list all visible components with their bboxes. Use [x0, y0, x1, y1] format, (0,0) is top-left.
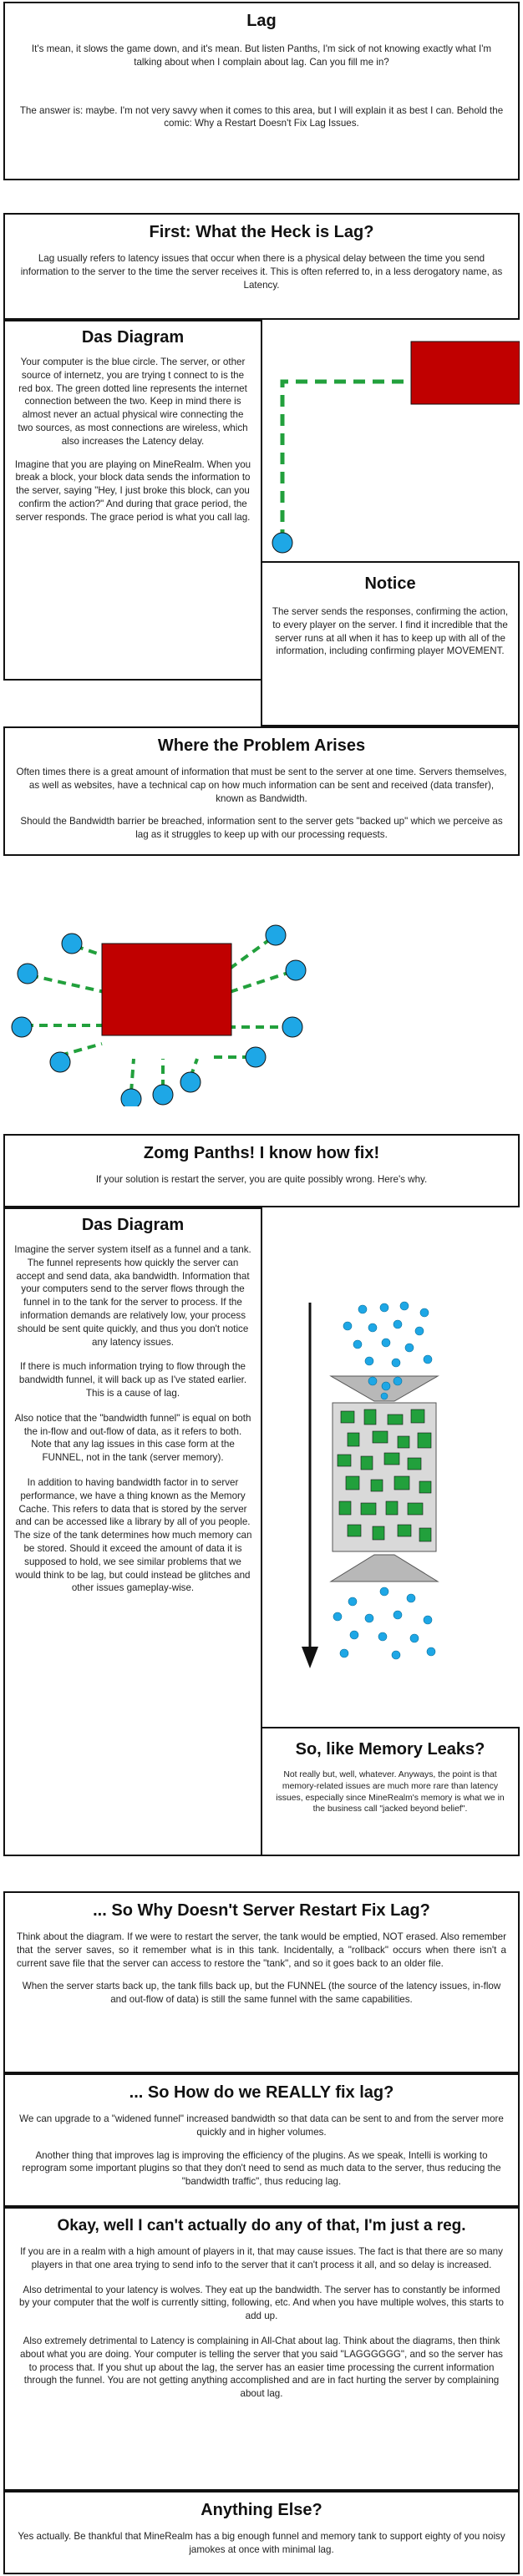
- data-packet: [358, 1305, 367, 1313]
- wire-2: [30, 975, 104, 992]
- zomg-panel: [3, 1134, 520, 1207]
- bandwidth-illustration: [0, 902, 523, 1106]
- diagram-one-text-1: Your computer is the blue circle. The server, or other source of internetz, you are trying t connect to is the red box. The green dotted line represents the internet connection between the two. Keep in mind there is almost never an actual physical wire connecting the two sources, as most connections are wireless, which also increases the Latency delay.: [18, 357, 248, 447]
- diagram-one-panel: [3, 320, 262, 681]
- stored-data-block: [408, 1503, 423, 1515]
- data-packet: [394, 1377, 402, 1385]
- stored-data-block: [373, 1526, 384, 1540]
- problem-panel: [3, 726, 520, 856]
- client-circle-6: [153, 1085, 173, 1105]
- client-circle-8: [246, 1047, 266, 1067]
- intro-panel: [3, 2, 520, 180]
- diagram-two-text-2: If there is much information trying to flow through the bandwidth funnel, it will back up as I've stated earlier. This is a cause of lag.: [18, 1361, 247, 1399]
- output-funnel: [331, 1555, 438, 1582]
- client-circle-1: [62, 934, 82, 954]
- data-packet: [380, 1587, 388, 1596]
- data-packet: [340, 1649, 348, 1657]
- stored-data-block: [341, 1411, 354, 1423]
- stored-data-block: [394, 1476, 409, 1490]
- funnel-tank-svg: [264, 1209, 520, 1693]
- really-fix-text-2: Another thing that improves lag is improving the efficiency of the plugins. As we speak, Intelli is working to reprogram some important plugins so that they don't need to send as much data to the server, thus reducing the "bandwidth traffic", thus reducing lag.: [22, 2149, 501, 2188]
- funnel-tank-illustration: [264, 1209, 520, 1693]
- stored-data-block: [398, 1525, 411, 1536]
- what-is-lag-text: Lag usually refers to latency issues that occur when there is a physical delay between the time you send information to the server to the time the server receives it. This is often referred to, in a less derogatory name, as Latency.: [20, 253, 503, 291]
- internet-connection-line: [282, 382, 414, 541]
- stored-data-block: [338, 1455, 351, 1466]
- data-packet: [382, 1339, 390, 1347]
- stored-data-block: [348, 1525, 361, 1536]
- data-packet: [365, 1357, 373, 1365]
- notice-text: The server sends the responses, confirming the action, to every player on the server. I find it incredible that the server runs at all when it has to keep up with all of the information, including confirming player MOVEMENT.: [272, 606, 509, 657]
- data-packet: [405, 1344, 414, 1352]
- data-packet: [424, 1355, 432, 1364]
- client-circle-3: [12, 1017, 32, 1037]
- restart-text-1: Think about the diagram. If we were to restart the server, the tank would be emptied, NOT erased. Also remember that the server saves, so it remember what is in this tank. Incidentally, a "rollback" occurs when there isn't a current save file that the server can access to restore the "tank", and so it goes back to an older file.: [17, 1931, 506, 1969]
- data-packet: [407, 1594, 415, 1602]
- data-packet: [343, 1322, 352, 1330]
- data-packet: [378, 1632, 387, 1641]
- stored-data-block: [384, 1453, 399, 1465]
- intro-question: It's mean, it slows the game down, and it's mean. But listen Panths, I'm sick of not knowing exactly what I'm talking about when I complain about lag. Can you fill me in?: [31, 43, 492, 68]
- client-circle-9: [282, 1017, 302, 1037]
- intro-answer: The answer is: maybe. I'm not very savvy when it comes to this area, but I will explain it as best I can. Behold the comic: Why a Restart Doesn't Fix Lag Issues.: [19, 104, 504, 129]
- regular-player-text-1: If you are in a realm with a high amount of players in it, that may cause issues. The fact is that there are so many players in that one area trying to send info to the server that it can't process it all, and so delay is increased.: [20, 2246, 503, 2270]
- connection-illustration: [264, 321, 520, 555]
- client-circle-4: [50, 1052, 70, 1072]
- wire-4: [60, 1044, 102, 1055]
- stored-data-block: [346, 1476, 359, 1490]
- stored-data-block: [388, 1415, 403, 1425]
- data-packet: [353, 1340, 362, 1349]
- stored-data-block: [398, 1436, 409, 1448]
- stored-data-block: [339, 1501, 351, 1515]
- data-packet: [350, 1631, 358, 1639]
- what-is-lag-title: First: What the Heck is Lag?: [149, 223, 374, 241]
- restart-title: ... So Why Doesn't Server Restart Fix Lag?: [93, 1901, 430, 1920]
- wire-5: [131, 1059, 134, 1092]
- data-packet: [394, 1611, 402, 1619]
- stored-data-block: [386, 1501, 398, 1515]
- really-fix-panel: [3, 2073, 520, 2207]
- data-packet: [368, 1377, 377, 1385]
- problem-text-2: Should the Bandwidth barrier be breached, information sent to the server gets "backed up" which we perceive as lag as it struggles to keep up with our processing requests.: [20, 816, 503, 841]
- client-circle-11: [266, 925, 286, 945]
- data-packet: [392, 1359, 400, 1367]
- problem-text-1: Often times there is a great amount of information that must be sent to the server at one time. Servers themselves, as well as websites, have a technical cap on how much information can be sent and received (data transfer), known as Bandwidth.: [16, 767, 507, 804]
- client-circle-2: [18, 964, 38, 984]
- regular-player-text-3: Also extremely detrimental to Latency is complaining in All-Chat about lag. Think about the diagrams, then think about what you are doing. Your computer is telling the server that you said "LAGGGGGG", and so the server has to process that. If you shut up about the lag, the server has an easier time processing the current information through the funnel. You are not getting anything accomplished and are in fact hurting the server by complaining about lag.: [20, 2335, 503, 2400]
- restart-panel: [3, 1891, 520, 2073]
- data-packet: [392, 1651, 400, 1659]
- data-packet: [381, 1393, 388, 1399]
- diagram-two-text-4: In addition to having bandwidth factor in to server performance, we have a thing known as the Memory Cache. This refers to data that is stored by the server and can be accessed like a library by all of you people. The size of the tank determines how much memory can be stored. Should it exceed the amount of data it is supposed to hold, we see similar problems that we would think to be lag, but could instead be glitches and other issues gameplay-wise.: [13, 1476, 252, 1594]
- anything-else-title: Anything Else?: [201, 2501, 322, 2519]
- memory-leaks-title: So, like Memory Leaks?: [295, 1740, 485, 1759]
- restart-text-2: When the server starts back up, the tank fills back up, but the FUNNEL (the source of the latency issues, in-flow and out-flow of data) is still the same funnel with the same capabilities.: [22, 1981, 501, 2006]
- zomg-title: Zomg Panths! I know how fix!: [143, 1144, 380, 1162]
- data-packet: [394, 1320, 402, 1328]
- client-circle-5: [121, 1089, 141, 1106]
- stored-data-block: [418, 1433, 431, 1448]
- data-flow-arrow-head: [302, 1647, 318, 1668]
- server-red-box: [411, 342, 520, 404]
- problem-title: Where the Problem Arises: [157, 736, 366, 755]
- stored-data-block: [364, 1409, 376, 1425]
- bandwidth-svg: [0, 902, 523, 1106]
- data-packet: [333, 1612, 342, 1621]
- computer-blue-circle: [272, 533, 292, 553]
- stored-data-block: [361, 1503, 376, 1515]
- server-red-box: [102, 944, 231, 1035]
- client-circle-10: [286, 960, 306, 980]
- really-fix-text-1: We can upgrade to a "widened funnel" increased bandwidth so that data can be sent to and from the server more quickly and in higher volumes.: [19, 2113, 504, 2138]
- diagram-one-text-2: Imagine that you are playing on MineRealm. When you break a block, your block data sends the information to the server, saying "Hey, I just broke this block, can you confirm the action?" And during that grace period, the server responds. The grace period is what you call lag.: [14, 458, 251, 523]
- data-packet: [427, 1647, 435, 1656]
- regular-player-panel: [3, 2207, 520, 2491]
- stored-data-block: [373, 1431, 388, 1443]
- memory-leaks-panel: [261, 1727, 520, 1856]
- diagram-two-text-3: Also notice that the "bandwidth funnel" is equal on both the in-flow and out-flow of data, as it refers to both. Note that any lag issues in this case form at the FUNNEL, not in the tank (server memory).: [14, 1412, 251, 1464]
- zomg-text: If your solution is restart the server, you are quite possibly wrong. Here's why.: [95, 1174, 428, 1185]
- intro-title: Lag: [246, 12, 277, 30]
- what-is-lag-panel: [3, 213, 520, 320]
- data-packet: [380, 1303, 388, 1312]
- wire-11: [230, 939, 270, 969]
- data-packet: [410, 1634, 419, 1642]
- wire-10: [230, 972, 291, 992]
- diagram-two-panel: [3, 1207, 262, 1856]
- stored-data-block: [411, 1409, 424, 1423]
- diagram-one-title: Das Diagram: [81, 328, 185, 347]
- data-packet: [415, 1327, 424, 1335]
- stored-data-block: [361, 1456, 373, 1470]
- stored-data-block: [419, 1481, 431, 1493]
- data-packet: [348, 1597, 357, 1606]
- stored-data-block: [419, 1528, 431, 1541]
- diagram-two-title: Das Diagram: [81, 1216, 185, 1234]
- connection-svg: [264, 321, 520, 555]
- stored-data-block: [371, 1480, 383, 1491]
- memory-leaks-text: Not really but, well, whatever. Anyways, the point is that memory-related issues are much more rare than latency issues, especially since MineRealm's memory is what we in the business call "jacked beyond belief".: [276, 1770, 505, 1814]
- regular-player-text-2: Also detrimental to your latency is wolves. They eat up the bandwidth. The server has to constantly be informed by your computer that the wolf is currently sitting, following, etc. And when you have multiple wolves, this starts to add up.: [19, 2284, 504, 2322]
- diagram-two-text-1: Imagine the server system itself as a funnel and a tank. The funnel represents how quickly the server can accept and send data, aka bandwidth. Information that your computers send to the server flows through the funnel in to the tank for the server to process. If the information demands are relatively low, your process should be sent quite quickly, and thus you don't notice any latency issues.: [14, 1244, 251, 1348]
- data-packet: [368, 1323, 377, 1332]
- anything-else-text: Yes actually. Be thankful that MineRealm has a big enough funnel and memory tank to support eighty of you noisy jamokes at once with minimal lag.: [18, 2531, 505, 2555]
- stored-data-block: [408, 1458, 421, 1470]
- really-fix-title: ... So How do we REALLY fix lag?: [129, 2083, 394, 2102]
- notice-panel: [261, 561, 520, 726]
- data-packet: [424, 1616, 432, 1624]
- anything-else-panel: [3, 2491, 520, 2574]
- regular-player-title: Okay, well I can't actually do any of that, I'm just a reg.: [57, 2217, 466, 2234]
- notice-title: Notice: [364, 574, 416, 593]
- data-packet: [420, 1308, 429, 1317]
- client-circle-7: [180, 1072, 201, 1092]
- data-packet: [365, 1614, 373, 1622]
- data-packet: [382, 1382, 390, 1390]
- stored-data-block: [348, 1433, 359, 1446]
- data-packet: [400, 1302, 409, 1310]
